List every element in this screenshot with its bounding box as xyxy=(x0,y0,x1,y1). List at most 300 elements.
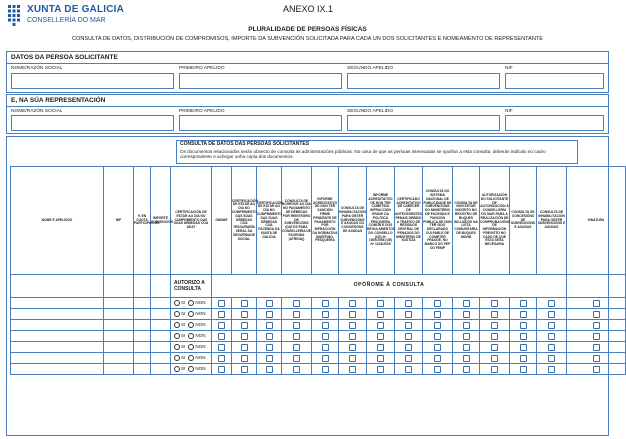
oppose-checkbox-cell xyxy=(312,364,339,375)
oppose-checkbox[interactable] xyxy=(322,322,329,329)
column-header: DNI/NIE xyxy=(212,167,232,275)
oppose-checkbox[interactable] xyxy=(491,366,498,373)
representative-name-field[interactable] xyxy=(11,115,174,131)
applicant-section-title: DATOS DA PERSOA SOLICITANTE xyxy=(11,54,118,61)
no-label: NON xyxy=(195,355,206,361)
text-cell[interactable] xyxy=(104,331,134,342)
authorize-choice-cell xyxy=(171,298,212,309)
table-row xyxy=(11,298,626,309)
oppose-checkbox[interactable] xyxy=(548,366,555,373)
oppose-checkbox-cell xyxy=(312,331,339,342)
column-header: CERTIFICACIÓN DE ESTAR AO DÍA NO CUMPRIMENTO DAS SÚAS DÉBEDAS COA AEAT xyxy=(171,167,212,275)
column-header: CONSULTA DO SISTEMA NACIONAL DE PUBLICIDADE DE SUBVENCIÓNS DO MINISTERIO DE FACENDA E FUNCIÓN PÚBLICA DE NON TER SIDO DECLARADO CULPABLE DE COMETER FRAUDE, NO MARCO DO FEP OU FEMP xyxy=(423,167,453,275)
oppose-checkbox[interactable] xyxy=(377,311,384,318)
text-cell[interactable] xyxy=(11,331,104,342)
oppose-checkbox-cell xyxy=(453,364,480,375)
oppose-checkbox[interactable] xyxy=(218,344,225,351)
oppose-checkbox[interactable] xyxy=(377,366,384,373)
text-cell[interactable] xyxy=(11,309,104,320)
oppose-checkbox-cell xyxy=(212,309,232,320)
oppose-checkbox[interactable] xyxy=(293,344,300,351)
oppose-checkbox[interactable] xyxy=(491,322,498,329)
oppose-checkbox[interactable] xyxy=(349,344,356,351)
oppose-checkbox[interactable] xyxy=(520,333,527,340)
oppose-checkbox-cell xyxy=(232,342,257,353)
oppose-checkbox[interactable] xyxy=(266,366,273,373)
yes-radio[interactable] xyxy=(174,300,180,306)
oppose-checkbox-cell xyxy=(339,309,367,320)
oppose-checkbox[interactable] xyxy=(241,333,248,340)
oppose-checkbox-cell xyxy=(282,342,312,353)
signature-cell xyxy=(567,353,626,364)
oppose-checkbox[interactable] xyxy=(293,366,300,373)
oppose-checkbox-cell xyxy=(423,364,453,375)
table-header-row xyxy=(11,167,626,275)
oppose-checkbox-cell xyxy=(480,364,510,375)
oppose-checkbox[interactable] xyxy=(218,366,225,373)
oppose-checkbox[interactable] xyxy=(491,333,498,340)
column-header: CONSULTA DE ACHEGUE AO DÍA NO PAGAMENTO DE DÉBEDAS POR REINTEGRO DE SUBVENCIÓNS (DATOS PARA CONSELLERÍA DE FACENDA (ATRIGA)) xyxy=(282,167,312,275)
oppose-checkbox-cell xyxy=(212,364,232,375)
oppose-checkbox-cell xyxy=(537,309,567,320)
text-cell[interactable] xyxy=(151,353,171,364)
oppose-checkbox-cell xyxy=(480,298,510,309)
xunta-emblem-icon xyxy=(6,4,22,26)
signature-checkbox[interactable] xyxy=(593,333,600,340)
oppose-checkbox[interactable] xyxy=(463,300,470,307)
oppose-checkbox-cell xyxy=(367,342,395,353)
column-header: INFORME ACREDITATIVO DE NON TER SANCIÓN FIRME PENDENTE DE PAGAMENTO POR INFRACCIÓN DA NORMATIVA MARÍTIMO-PESQUEIRA xyxy=(312,167,339,275)
oppose-checkbox-cell xyxy=(257,364,282,375)
oppose-checkbox[interactable] xyxy=(266,355,273,362)
oppose-checkbox-cell xyxy=(537,364,567,375)
oppose-checkbox[interactable] xyxy=(293,311,300,318)
oppose-checkbox[interactable] xyxy=(520,322,527,329)
oppose-checkbox-cell xyxy=(423,298,453,309)
oppose-checkbox-cell xyxy=(257,331,282,342)
oppose-checkbox[interactable] xyxy=(434,366,441,373)
representative-name-label: NOME/RAZÓN SOCIAL xyxy=(11,109,63,114)
oppose-checkbox[interactable] xyxy=(463,311,470,318)
text-cell[interactable] xyxy=(104,298,134,309)
oppose-checkbox[interactable] xyxy=(434,355,441,362)
oppose-checkbox[interactable] xyxy=(241,355,248,362)
text-cell[interactable] xyxy=(151,298,171,309)
text-cell[interactable] xyxy=(11,320,104,331)
oppose-checkbox-cell xyxy=(257,309,282,320)
oppose-checkbox-cell xyxy=(312,353,339,364)
representative-surname1-field[interactable] xyxy=(179,115,342,131)
no-label: NON xyxy=(195,300,206,306)
oppose-checkbox-cell xyxy=(339,320,367,331)
text-cell[interactable] xyxy=(134,331,151,342)
oppose-checkbox-cell xyxy=(453,298,480,309)
oppose-checkbox[interactable] xyxy=(293,300,300,307)
oppose-checkbox[interactable] xyxy=(241,311,248,318)
representative-nif-field[interactable] xyxy=(505,115,604,131)
oppose-checkbox-cell xyxy=(423,342,453,353)
oppose-checkbox-cell xyxy=(339,331,367,342)
authorize-choice-cell xyxy=(171,320,212,331)
text-cell[interactable] xyxy=(104,364,134,375)
oppose-checkbox-cell xyxy=(510,309,537,320)
oppose-checkbox-cell xyxy=(453,309,480,320)
oppose-checkbox[interactable] xyxy=(266,333,273,340)
table-row xyxy=(11,309,626,320)
oppose-checkbox[interactable] xyxy=(266,300,273,307)
oppose-checkbox[interactable] xyxy=(491,355,498,362)
yes-radio[interactable] xyxy=(174,355,180,361)
oppose-checkbox-cell xyxy=(453,353,480,364)
oppose-checkbox[interactable] xyxy=(405,300,412,307)
oppose-checkbox[interactable] xyxy=(322,344,329,351)
table-row xyxy=(11,353,626,364)
applicant-surname2-label: SEGUNDO APELIDO xyxy=(347,66,394,71)
signature-checkbox[interactable] xyxy=(593,311,600,318)
yes-radio[interactable] xyxy=(174,322,180,328)
oppose-checkbox[interactable] xyxy=(405,311,412,318)
table-row xyxy=(11,342,626,353)
oppose-checkbox-cell xyxy=(537,298,567,309)
oppose-checkbox[interactable] xyxy=(349,366,356,373)
no-radio[interactable] xyxy=(188,344,194,350)
oppose-checkbox-cell xyxy=(480,320,510,331)
oppose-checkbox-cell xyxy=(232,353,257,364)
authorize-choice-cell xyxy=(171,353,212,364)
text-cell[interactable] xyxy=(104,320,134,331)
yes-radio[interactable] xyxy=(174,333,180,339)
oppose-checkbox[interactable] xyxy=(377,322,384,329)
no-label: NON xyxy=(195,344,206,350)
oppose-checkbox-cell xyxy=(232,331,257,342)
no-radio[interactable] xyxy=(188,300,194,306)
page-title: PLURALIDADE DE PERSOAS FÍSICAS xyxy=(248,26,367,33)
oppose-checkbox[interactable] xyxy=(548,311,555,318)
oppose-checkbox-cell xyxy=(423,309,453,320)
applicant-nif-field[interactable] xyxy=(505,73,604,89)
section-divider xyxy=(7,63,608,64)
oppose-checkbox-cell xyxy=(510,342,537,353)
oppose-checkbox-cell xyxy=(423,353,453,364)
oppose-checkbox-cell xyxy=(257,298,282,309)
authorize-choice-cell xyxy=(171,309,212,320)
oppose-checkbox-cell xyxy=(423,320,453,331)
column-header: IMPORTE SUBVENCIÓN xyxy=(151,167,171,275)
column-header: SINATURA xyxy=(567,167,626,275)
oppose-checkbox[interactable] xyxy=(491,300,498,307)
oppose-checkbox-cell xyxy=(339,364,367,375)
yes-radio[interactable] xyxy=(174,311,180,317)
oppose-checkbox[interactable] xyxy=(322,366,329,373)
oppose-checkbox[interactable] xyxy=(377,300,384,307)
text-cell[interactable] xyxy=(11,298,104,309)
oppose-checkbox-cell xyxy=(282,331,312,342)
oppose-checkbox[interactable] xyxy=(463,355,470,362)
oppose-checkbox[interactable] xyxy=(241,344,248,351)
signature-cell xyxy=(567,320,626,331)
applicant-name-label: NOME/RAZÓN SOCIAL xyxy=(11,66,63,71)
oppose-checkbox-cell xyxy=(480,353,510,364)
oppose-checkbox[interactable] xyxy=(405,333,412,340)
applicant-nif-label: NIF xyxy=(505,66,513,71)
page-subtitle: CONSULTA DE DATOS, DISTRIBUCIÓN DE COMPROMISOS, IMPORTE DA SUBVENCIÓN SOLICITADA PARA CADA UN DOS SOLICITANTES E NOMEAMENTO DE REPRESENTANTE xyxy=(71,36,544,42)
oppose-checkbox[interactable] xyxy=(520,344,527,351)
oppose-checkbox-cell xyxy=(232,364,257,375)
oppose-checkbox[interactable] xyxy=(218,300,225,307)
column-header: CERTIFICACIÓN DE ESTAR AO DÍA NO CUMPRIMENTO DAS SÚAS DÉBEDAS COA TESOURARÍA XERAL DA SEGURIDADE SOCIAL xyxy=(232,167,257,275)
signature-cell xyxy=(567,331,626,342)
yes-label: SI xyxy=(181,322,186,328)
text-cell[interactable] xyxy=(104,309,134,320)
oppose-checkbox-cell xyxy=(395,364,423,375)
oppose-checkbox[interactable] xyxy=(434,311,441,318)
oppose-checkbox[interactable] xyxy=(548,322,555,329)
signature-checkbox[interactable] xyxy=(593,366,600,373)
text-cell[interactable] xyxy=(134,320,151,331)
table-row xyxy=(11,320,626,331)
oppose-checkbox[interactable] xyxy=(349,311,356,318)
column-header: % EN CUOTA PARTICIPACIÓN xyxy=(134,167,151,275)
no-label: NON xyxy=(195,322,206,328)
oppose-checkbox-cell xyxy=(339,298,367,309)
applicant-section xyxy=(6,51,609,93)
oppose-checkbox[interactable] xyxy=(377,344,384,351)
oppose-checkbox-cell xyxy=(510,353,537,364)
oppose-checkbox[interactable] xyxy=(463,366,470,373)
oppose-checkbox[interactable] xyxy=(377,333,384,340)
no-label: NON xyxy=(195,366,206,372)
text-cell[interactable] xyxy=(104,353,134,364)
no-label: NON xyxy=(195,333,206,339)
oppose-checkbox-cell xyxy=(367,331,395,342)
oppose-checkbox[interactable] xyxy=(293,333,300,340)
oppose-checkbox-cell xyxy=(282,353,312,364)
oppose-checkbox-cell xyxy=(257,320,282,331)
authorize-choice-cell xyxy=(171,331,212,342)
oppose-checkbox[interactable] xyxy=(548,355,555,362)
signature-checkbox[interactable] xyxy=(593,322,600,329)
column-header: AUTORIZACIÓN DO SOLICITANTE DE AUTORIZACIÓN Á CONSELLERÍA DO MAR PARA A REALIZACIÓN DE COMPROBACIÓNS DE INFORMACIÓN PREVISTO NO CASO DE QUE ESTA SEXA NECESARIA xyxy=(480,167,510,275)
oppose-checkbox-cell xyxy=(510,364,537,375)
oppose-checkbox-cell xyxy=(367,309,395,320)
yes-radio[interactable] xyxy=(174,344,180,350)
representative-surname2-field[interactable] xyxy=(347,115,500,131)
text-cell[interactable] xyxy=(134,342,151,353)
oppose-checkbox-cell xyxy=(395,320,423,331)
oppose-checkbox-cell xyxy=(537,320,567,331)
text-cell[interactable] xyxy=(151,309,171,320)
oppose-checkbox[interactable] xyxy=(218,355,225,362)
oppose-checkbox[interactable] xyxy=(434,333,441,340)
oppose-checkbox[interactable] xyxy=(463,344,470,351)
no-radio[interactable] xyxy=(188,311,194,317)
oppose-checkbox-cell xyxy=(339,353,367,364)
no-radio[interactable] xyxy=(188,333,194,339)
annex-label: ANEXO IX.1 xyxy=(283,4,334,14)
oppose-checkbox[interactable] xyxy=(322,311,329,318)
org-name: XUNTA DE GALICIA xyxy=(27,4,125,15)
signature-cell xyxy=(567,342,626,353)
applicant-surname1-field[interactable] xyxy=(179,73,342,89)
authorize-label: AUTORIZO A CONSULTA xyxy=(171,275,212,298)
table-subheader-row xyxy=(11,275,626,298)
consult-notice xyxy=(176,140,578,164)
column-header: INFORME ACREDITATIVO DE NON TER COMETIDO INFRACCIÓN GRAVE DA POLÍTICA PESQUEIRA COMÚN E DOS REGULAMENTOS DO CONSELLO (CE) Nº 1005/2008 (UE) Nº 1224/2009 xyxy=(367,167,395,275)
yes-label: SI xyxy=(181,333,186,339)
oppose-checkbox[interactable] xyxy=(405,355,412,362)
representative-surname1-label: PRIMEIRO APELIDO xyxy=(179,109,225,114)
oppose-checkbox-cell xyxy=(257,342,282,353)
oppose-checkbox[interactable] xyxy=(548,333,555,340)
no-label: NON xyxy=(195,311,206,317)
oppose-checkbox-cell xyxy=(282,309,312,320)
oppose-checkbox-cell xyxy=(537,353,567,364)
oppose-checkbox[interactable] xyxy=(241,322,248,329)
no-radio[interactable] xyxy=(188,366,194,372)
oppose-checkbox-cell xyxy=(212,298,232,309)
applicant-surname2-field[interactable] xyxy=(347,73,500,89)
oppose-checkbox[interactable] xyxy=(266,311,273,318)
column-header: NIF xyxy=(104,167,134,275)
consult-text: Os documentos relacionados serán obxecto de consulta ás administracións públicas. No caso de que as persoas interesadas se opoñan a esta consulta, deberán indicalo no cadro correspondente e achegar unha copia dos documentos. xyxy=(180,148,546,159)
oppose-checkbox-cell xyxy=(453,342,480,353)
oppose-checkbox[interactable] xyxy=(491,311,498,318)
oppose-checkbox[interactable] xyxy=(349,355,356,362)
oppose-checkbox-cell xyxy=(395,309,423,320)
yes-label: SI xyxy=(181,311,186,317)
oppose-checkbox[interactable] xyxy=(218,333,225,340)
text-cell[interactable] xyxy=(104,342,134,353)
oppose-checkbox[interactable] xyxy=(434,322,441,329)
oppose-checkbox-cell xyxy=(510,320,537,331)
oppose-checkbox[interactable] xyxy=(218,311,225,318)
oppose-checkbox[interactable] xyxy=(349,322,356,329)
no-radio[interactable] xyxy=(188,355,194,361)
applicants-table xyxy=(10,166,626,375)
oppose-checkbox-cell xyxy=(367,364,395,375)
oppose-checkbox[interactable] xyxy=(322,300,329,307)
oppose-checkbox-cell xyxy=(282,298,312,309)
text-cell[interactable] xyxy=(11,364,104,375)
oppose-checkbox[interactable] xyxy=(218,322,225,329)
oppose-label: OPÓÑOME Á CONSULTA xyxy=(212,275,567,298)
oppose-checkbox[interactable] xyxy=(322,355,329,362)
text-cell[interactable] xyxy=(151,331,171,342)
oppose-checkbox-cell xyxy=(232,298,257,309)
column-header: CONSULTA DE INHABILITACIÓN PARA OBTER SUBVENCIÓNS E AXUDAS xyxy=(537,167,567,275)
oppose-checkbox-cell xyxy=(367,298,395,309)
text-cell[interactable] xyxy=(134,298,151,309)
text-cell[interactable] xyxy=(134,353,151,364)
no-radio[interactable] xyxy=(188,322,194,328)
text-cell[interactable] xyxy=(151,342,171,353)
oppose-checkbox[interactable] xyxy=(463,333,470,340)
oppose-checkbox-cell xyxy=(395,298,423,309)
consult-title: CONSULTA DE DATOS DAS PERSOAS SOLICITANTES xyxy=(180,141,310,147)
oppose-checkbox[interactable] xyxy=(241,366,248,373)
oppose-checkbox[interactable] xyxy=(491,344,498,351)
oppose-checkbox[interactable] xyxy=(548,300,555,307)
oppose-checkbox[interactable] xyxy=(377,355,384,362)
text-cell[interactable] xyxy=(134,309,151,320)
column-header: CERTIFICACIÓN DE ESTAR AO DÍA NO CUMPRIMENTO DAS SÚAS DÉBEDAS COA FACENDA DA XUNTA DE GALICIA xyxy=(257,167,282,275)
column-header: CONSULTA DE INHABILITACIÓN PARA OBTER SUBVENCIÓNS E AXUDAS OU CONCESIÓNS DE AXUDAS xyxy=(339,167,367,275)
oppose-checkbox[interactable] xyxy=(520,355,527,362)
oppose-checkbox[interactable] xyxy=(434,344,441,351)
text-cell[interactable] xyxy=(134,364,151,375)
oppose-checkbox[interactable] xyxy=(520,300,527,307)
representative-surname2-label: SEGUNDO APELIDO xyxy=(347,109,394,114)
oppose-checkbox[interactable] xyxy=(520,311,527,318)
oppose-checkbox-cell xyxy=(282,364,312,375)
oppose-checkbox[interactable] xyxy=(241,300,248,307)
oppose-checkbox-cell xyxy=(312,309,339,320)
oppose-checkbox-cell xyxy=(212,342,232,353)
oppose-checkbox-cell xyxy=(395,353,423,364)
oppose-checkbox-cell xyxy=(423,331,453,342)
oppose-checkbox[interactable] xyxy=(322,333,329,340)
signature-cell xyxy=(567,309,626,320)
yes-label: SI xyxy=(181,366,186,372)
signature-checkbox[interactable] xyxy=(593,344,600,351)
oppose-checkbox[interactable] xyxy=(349,300,356,307)
yes-radio[interactable] xyxy=(174,366,180,372)
oppose-checkbox[interactable] xyxy=(548,344,555,351)
oppose-checkbox[interactable] xyxy=(349,333,356,340)
applicant-name-field[interactable] xyxy=(11,73,174,89)
oppose-checkbox-cell xyxy=(232,309,257,320)
yes-label: SI xyxy=(181,355,186,361)
oppose-checkbox-cell xyxy=(212,320,232,331)
oppose-checkbox-cell xyxy=(367,320,395,331)
oppose-checkbox[interactable] xyxy=(434,300,441,307)
oppose-checkbox-cell xyxy=(212,353,232,364)
oppose-checkbox[interactable] xyxy=(405,322,412,329)
department-name: CONSELLERÍA DO MAR xyxy=(27,17,106,24)
oppose-checkbox[interactable] xyxy=(293,322,300,329)
text-cell[interactable] xyxy=(11,342,104,353)
oppose-checkbox[interactable] xyxy=(463,322,470,329)
oppose-checkbox[interactable] xyxy=(266,344,273,351)
oppose-checkbox[interactable] xyxy=(405,344,412,351)
oppose-checkbox-cell xyxy=(537,342,567,353)
oppose-checkbox-cell xyxy=(510,331,537,342)
signature-cell xyxy=(567,364,626,375)
signature-checkbox[interactable] xyxy=(593,300,600,307)
oppose-checkbox-cell xyxy=(395,331,423,342)
column-header: CONSULTA DE NON ESTAR INSCRITO NO REXISTRO DE BUQUES INCLUÍDOS NA LISTA COMUNITARIA DE BUQUES INDNR xyxy=(453,167,480,275)
oppose-checkbox[interactable] xyxy=(293,355,300,362)
signature-checkbox[interactable] xyxy=(593,355,600,362)
oppose-checkbox[interactable] xyxy=(520,366,527,373)
oppose-checkbox-cell xyxy=(453,331,480,342)
representative-nif-label: NIF xyxy=(505,109,513,114)
oppose-checkbox-cell xyxy=(480,309,510,320)
oppose-checkbox-cell xyxy=(367,353,395,364)
column-header: CONSULTA DE CONCESIÓNS DE SUBVENCIÓNS E AXUDAS xyxy=(510,167,537,275)
oppose-checkbox[interactable] xyxy=(405,366,412,373)
oppose-checkbox-cell xyxy=(395,342,423,353)
text-cell[interactable] xyxy=(151,364,171,375)
oppose-checkbox[interactable] xyxy=(266,322,273,329)
oppose-checkbox-cell xyxy=(339,342,367,353)
oppose-checkbox-cell xyxy=(453,320,480,331)
table-row xyxy=(11,331,626,342)
oppose-checkbox-cell xyxy=(282,320,312,331)
text-cell[interactable] xyxy=(151,320,171,331)
text-cell[interactable] xyxy=(11,353,104,364)
oppose-checkbox-cell xyxy=(480,331,510,342)
